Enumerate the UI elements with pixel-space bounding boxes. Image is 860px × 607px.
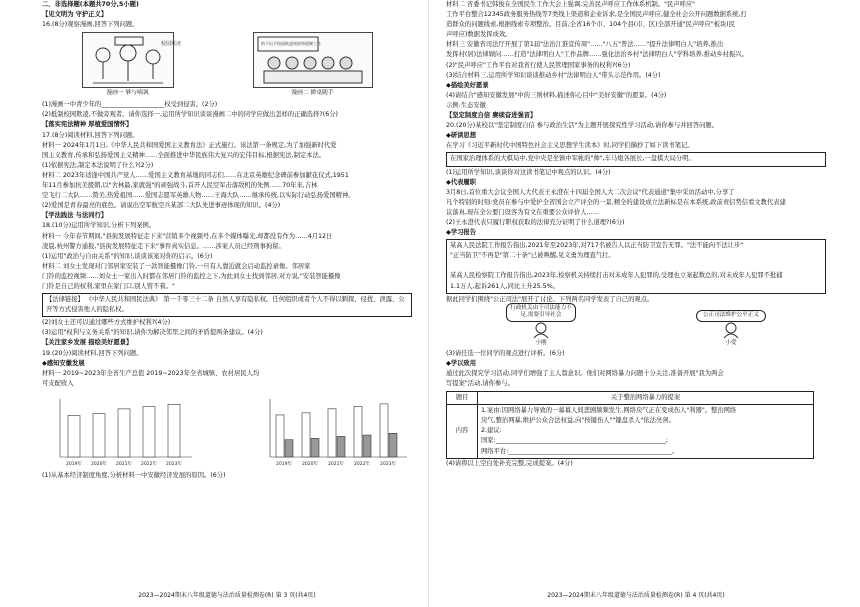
report-line: 1.1万人,起诉261人,同比上升25.5%。: [450, 282, 560, 290]
text-line: 18.(10分)运用所学知识,分析下列案例。: [42, 222, 156, 230]
text-line: 门铃是自己的权利,家里在家门口,别人管不着。": [42, 282, 175, 290]
tick-label: 2020年: [302, 461, 318, 467]
text-line: 声呼应)数据发挥成效。: [446, 31, 512, 39]
report-line: 某高人民检察院工作报告指出,2023年,检察机关持续打击对未成年人犯罪的,受理也立案起数总的,对未成年人犯罪不批捕: [450, 272, 783, 280]
section-heading: 【关注家乡发展 描绘美好愿景】: [42, 339, 133, 347]
bar-urban: [276, 415, 284, 457]
section-heading: ◆描绘美好愿景: [446, 81, 489, 89]
bar: [143, 406, 155, 456]
tick-label: 2019年: [276, 461, 292, 467]
answer-line-platform[interactable]: 网络平台:____________________________________________________。: [481, 447, 679, 455]
bar-urban: [354, 406, 362, 457]
income-chart: [252, 391, 412, 469]
text-line: (3)请任选一位同学的观点进行评析。(6分): [446, 349, 565, 357]
caption-cartoon-two: 漫画二 掀桌随手: [291, 90, 334, 97]
bar-urban: [380, 404, 388, 457]
text-line: 凡个特别的时刻:党员在参与中爱护全省国会立产评全的一景,精全的建设成立法新标是在本系统,政前责信势信看文教代表建: [446, 198, 786, 206]
tick-label: 2021年: [116, 461, 132, 467]
text-line: 国主义教育,传承和弘扬爱国主义精神……全面推进中华民族伟大复兴的宏伟目标,根据宪法,制定本法。: [42, 151, 326, 159]
report-line: [450, 261, 822, 271]
text-line: (1)运用"政治与自由关系"的知识,谈谈该案对你的启示。(6分): [42, 252, 213, 260]
quote-text: 在国家治理体系的大棋局中,党中央是坐镇中军帐的"帅",车马炮各展长,一盘棋大局分明。: [450, 155, 695, 163]
page-3: [42, 0, 412, 607]
text-line: 材料一 2024年1月1日,《中华人民共和国爱国主义教育法》正式施行。该法第一条规定,为了加强新时代爱: [42, 141, 337, 149]
caption-cartoon-one: 漫画一 够与嘀讽: [106, 90, 149, 97]
text-line: 年11月参加抗美援朝,以"舍林最,家就强"的顽强战斗,首开人民空军击落敌机的先例……70年来,吉林: [42, 182, 318, 190]
proposal-table: [446, 391, 814, 459]
page-fold: [428, 0, 429, 607]
tick-label: 2020年: [91, 461, 107, 467]
text-line: (1)依据宪法,制定本法说明了什么?(2分): [42, 161, 154, 169]
table-head-proposal: 关于整治网络暴力的提案: [610, 394, 681, 402]
bar: [93, 414, 105, 457]
text-line: (3)结合材料三,运用所学知识谈谈推动乡村"法律明白人"带头示范作用。(4分): [446, 71, 661, 79]
section-heading: 【学法践法 与法同行】: [42, 212, 108, 220]
text-line: 17.(8分)阅读材料,回答下列问题。: [42, 131, 139, 139]
tick-label: 2022年: [141, 461, 157, 467]
tick-label: 2019年: [66, 461, 82, 467]
name-left: 小刚: [535, 339, 547, 346]
tick-label: 2021年: [328, 461, 344, 467]
student-right: [696, 310, 766, 348]
text-line: (2)刘女士还可以通过哪些方式维护权利?(4分): [42, 319, 171, 327]
table-row: [447, 392, 813, 405]
bubble-right: 公正司法维护公平正义: [696, 310, 766, 322]
page-4: [446, 0, 826, 607]
text-line: 16.(8分)观察漫画,回答下列问题。: [42, 21, 139, 29]
text-line: 议落真,现在全公要门设客为有文在重要公众评价人……: [446, 208, 600, 216]
tick-label: 2023年: [166, 461, 182, 467]
text-line: 材料一 今年春节期间,"县街发展特征走下来"营销多个视频号,在多个媒体曝光,却都没有作为……4月12日: [42, 232, 333, 240]
text-line: 材料一 2019~2023年全省生产总值 2019~2023年全省城镇、农村居民人均: [42, 369, 260, 377]
cartoon-two: [253, 32, 373, 88]
text-line: 示例:生态安徽: [446, 101, 486, 109]
text-line: 可支配收入: [42, 379, 74, 387]
tick-label: 2023年: [380, 461, 396, 467]
answer-line-state[interactable]: 国家:______________________________________________________;: [481, 437, 668, 445]
table-line: 戾气,整治网暴,维护公众合法权益,向"按键伤人""键盘杀人"依法亮剑。: [481, 417, 675, 425]
text-line: 造群众的问题线索,根据线索专项整治。目前,全省16个市、104个县(市、区)全部开通"民声呼应"板块(民: [446, 21, 736, 29]
footer-right: 2023—2024期末八年级道德与法治质量检测卷(R) 第 4 页(共4页): [547, 591, 725, 599]
text-line: 材料二 2023年适逢中国共产党人……爱国主义教育基地的同志们……在北京英雄纪念碑前参加献花仪式,1951: [42, 171, 349, 179]
table-content-label: 内容: [447, 405, 478, 457]
cartoon-board: 防不出手校园欺凌预防和遏制工作: [260, 41, 321, 47]
bar-rural: [363, 435, 371, 457]
text-line: 门铃的监控视频……刘女士一家出入时都在邻居门铃的监控之下,为此刘女士找到邻居,对方说,"安装智能摄像: [42, 272, 341, 280]
bar-urban: [328, 409, 336, 457]
bar: [168, 404, 180, 457]
bar-rural: [285, 440, 293, 457]
text-line: 发挥村(居)法律顾问……打造"法律明白人"工作品牌……强化法治乡村"法律明白人"学科培养,推动乡村振兴。: [446, 51, 748, 59]
text-line: 据此同学们围绕"公正司法"展开了讨论。下列两名同学发表了自己的观点。: [446, 295, 654, 303]
section-heading: ◆学习报告: [446, 229, 477, 237]
section-heading: ◆学以致用: [446, 359, 477, 367]
text-line: (2)爱国是青春最亮的底色。请说出空军航空兵某部二大队先进事迹体现的知识。(4分): [42, 202, 281, 210]
bar-rural: [389, 433, 397, 457]
name-right: 小爱: [725, 339, 737, 346]
text-line: 工作平台整合12345政务服务热线等7类线上渠道和企业诉求,是全国民声呼应,健全社会公开问题数据系统,打: [446, 11, 747, 19]
table-line: 2.建议:: [481, 427, 502, 435]
tick-label: 2022年: [354, 461, 370, 467]
gdp-chart: [42, 391, 202, 469]
charts-19: [42, 391, 412, 469]
section-heading: 二、非选择题(本题共70分,5小题): [42, 1, 139, 8]
text-line: (4)请结合"感知安徽发展"中的三则材料,描述你心目中"美好安徽"的愿景。(4分): [446, 91, 667, 99]
bar-rural: [337, 436, 345, 457]
law-link-text: 【法律链接】 《中华人民共和国民法典》 第一千零三十二条 自然人享有隐私权。任何组织或者个人不得以刺探、侵扰、泄露、公开等方式侵害他人的隐私权。: [46, 296, 405, 314]
bar: [118, 409, 130, 457]
bar-rural: [311, 438, 319, 457]
footer-left: 2023—2024期末八年级道德与法治质量检测卷(R) 第 3 页(共4页): [138, 591, 316, 599]
text-line: (2)"民声呼应"工作平台对我省行使人民管理国家事务的权利?(6分): [446, 61, 631, 69]
text-line: 材料二 刘女士发现对门邻居家安装了一款智能摄像门铃,一旦有人靠近就会启动监控录像。邻居家: [42, 262, 311, 270]
text-line: 20.(20分)某校以"坚定制度自信 参与政治生活"为主题开展探究性学习活动,请你参与并回答问题。: [446, 122, 719, 130]
table-line: 1.案由:因网络暴力导致的一幕幕人间悲剧频频发生,网络戾气正在变成伤人"利器"。整治网络: [481, 407, 737, 415]
text-line: 凌晨,杭州警方通报,"县街发展特征走下来"事件真实信息。……涉案人员已经刑事拘留。: [42, 242, 285, 250]
section-heading: 【落实宪法精神 厚植爱国情怀】: [42, 121, 133, 129]
table-row: [447, 405, 813, 457]
cartoon-one: [82, 32, 181, 88]
section-heading: ◆感知安徽发展: [42, 359, 85, 367]
section-heading: ◆研读思想: [446, 132, 477, 140]
text-line: (1)运用所学知识,谈谈你对这读书笔记中观点的认识。(4分): [446, 168, 611, 176]
text-line: 材料二 省委书记韩俊在全国民生工作大会上强调,完善民声呼应工作体系机制。"民声呼应": [446, 1, 696, 8]
text-line: (2)王永澄代表只履行职权获取的法律充分证明了什么道理?(6分): [446, 218, 625, 226]
text-line: (2)抵制校园欺凌,不做旁观者。请你选择一,运用所学知识谈谈漫画二中的同学应做出怎样的正确选择?(6分): [42, 111, 338, 119]
bubble-left: 行政机关由于司法能力不足,需要引导社会: [506, 303, 576, 322]
cartoon-sign: 校园欺凌: [160, 41, 181, 48]
text-line: 通过此次探究学习活动,同学们增强了主人翁意识。他们对网络暴力问题十分关注,准备开展"我为两会: [446, 369, 724, 377]
text-line: 3月8日,首位重大会议全国人大代表王永澄在十四届全国人大二次会议"代表通道"集中采访活动中,分享了: [446, 188, 735, 196]
bar-urban: [302, 413, 310, 457]
table-head-title: 题目: [447, 392, 478, 404]
quote-box: [446, 152, 826, 166]
law-link-box: [42, 293, 412, 317]
student-left: [506, 303, 576, 348]
text-line: (1)从基本经济制度角度,分析材料一中安徽经济发展的原因。(6分): [42, 471, 226, 479]
report-box: [446, 239, 826, 293]
text-line: 空飞行二大队……赞美,热爱祖国……爱国志愿军英雄人物……王海大队……继承传统,以实际行动弘扬爱国精神。: [42, 192, 355, 200]
section-heading: ◆代表履职: [446, 178, 477, 186]
text-line: 写提案"活动,请你参与。: [446, 380, 514, 387]
text-line: 19.(20分)阅读材料,回答下列问题。: [42, 349, 143, 357]
text-line: (3)运用"权利与义务关系"的知识,请你为解决邻里之间的矛盾提两条建议。(4分): [42, 329, 263, 337]
report-line: "正当防卫"不再是"第二十条"已被唤醒,见义勇为理直气壮。: [450, 252, 615, 260]
section-heading: 【坚定制度自信 赓续奋进强音】: [446, 112, 537, 120]
figure-16-cartoons: [42, 32, 412, 98]
text-line: 材料三 安徽省司法厅开展了第1届"法治江淮宣传周"……"八五"普法……"提升法律明白人"培养,推出: [446, 41, 724, 49]
text-line: 在学习《习近平新时代中国特色社会主义思想学生读本》时,同学们摘抄了如下读书笔记。: [446, 142, 694, 150]
section-heading: 【见文明为 守护正义】: [42, 11, 108, 19]
text-line: (1)漫画一中青少年的____________________权受到侵害。(2分): [42, 101, 218, 109]
text-line: (4)请将以上空白处补充完整,完成提案。(4分): [446, 459, 573, 467]
report-line: 某高人民法院工作报告指出,2021年至2023年,对717名被告人以正当防卫宣告无罪。"法不能向不法让步": [450, 242, 744, 250]
debate-figure: [446, 306, 826, 348]
bar: [68, 415, 80, 457]
